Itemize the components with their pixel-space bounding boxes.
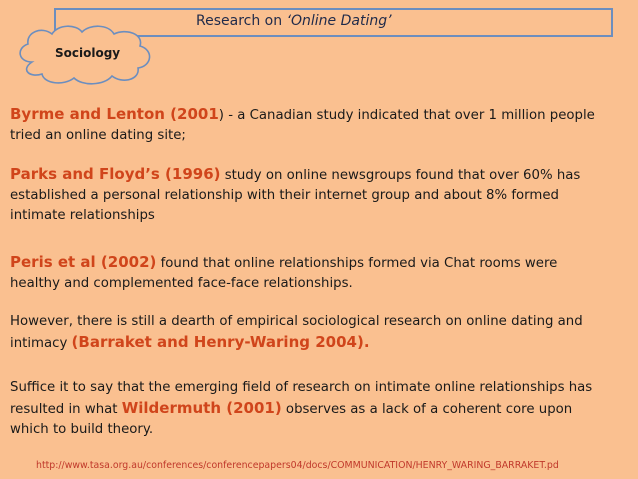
paragraph-byrme-lenton [10,104,610,146]
paragraph-dearth [10,312,610,354]
source-link[interactable]: http://www.tasa.org.au/conferences/conferencepapers04/docs/COMMUNICATION/HENRY_WARING_BARRAKET.pd [36,460,559,471]
sociology-label: Sociology [55,46,121,60]
citation-wildermuth: Wildermuth (2001) [121,399,282,417]
citation-peris: Peris et al (2002) [10,253,157,271]
page-title [196,13,392,29]
paragraph-text: Suffice it to say that the emerging field of research on intimate online relationships has resulted in what [10,380,593,417]
paragraph-text: ) - a Canadian study indicated that over 1 million people tried an online dating site; [10,108,595,143]
paragraph-text: found that online relationships formed via Chat rooms were healthy and complemented face-face relationships. [10,256,558,291]
title-prefix: Research on [196,13,287,29]
citation-parks-floyd: Parks and Floyd’s (1996) [10,165,221,183]
paragraph-wildermuth [10,378,610,440]
paragraph-parks-floyd [10,164,610,226]
paragraph-text: However, there is still a dearth of empirical sociological research on online dating and intimacy [10,314,583,351]
paragraph-text: observes as a lack of a coherent core upon which to build theory. [10,402,573,437]
paragraph-text: study on online newsgroups found that over 60% has established a personal relationship with their internet group and about 8% formed intimate relationships [10,168,581,223]
citation-byrme-lenton: Byrme and Lenton (2001 [10,105,219,123]
paragraph-peris [10,252,610,294]
title-emphasis: ‘Online Dating’ [286,13,392,29]
citation-barraket: (Barraket and Henry-Waring 2004). [71,333,370,351]
